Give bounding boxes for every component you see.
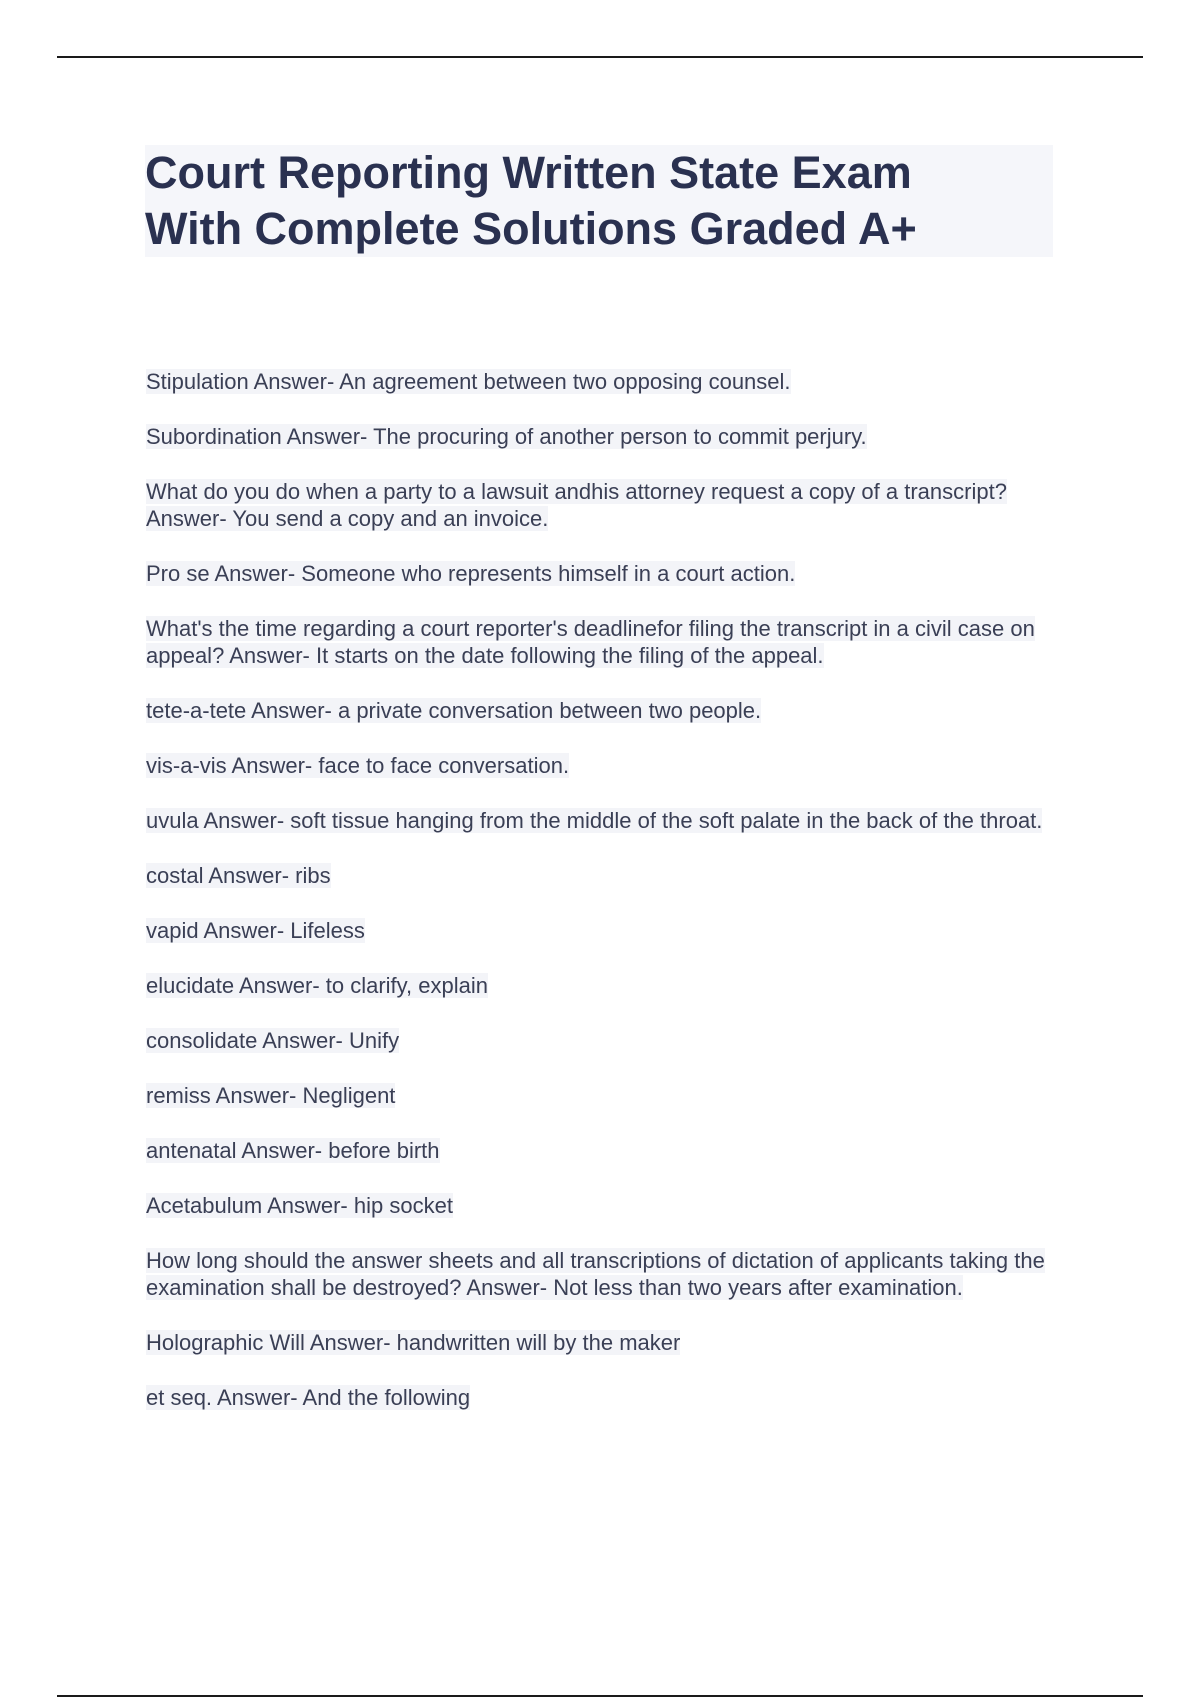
- qa-item: Pro se Answer- Someone who represents himself in a court action.: [146, 561, 796, 586]
- qa-item: consolidate Answer- Unify: [146, 1028, 400, 1053]
- qa-item: et seq. Answer- And the following: [146, 1385, 471, 1410]
- qa-item: vapid Answer- Lifeless: [146, 918, 365, 943]
- title-line-2: With Complete Solutions Graded A+: [145, 203, 917, 254]
- qa-item: antenatal Answer- before birth: [146, 1138, 440, 1163]
- qa-item: Subordination Answer- The procuring of another person to commit perjury.: [146, 424, 867, 449]
- qa-item: Holographic Will Answer- handwritten will by the maker: [146, 1330, 681, 1355]
- qa-item: Stipulation Answer- An agreement between two opposing counsel.: [146, 369, 791, 394]
- qa-item: tete-a-tete Answer- a private conversation between two people.: [146, 698, 762, 723]
- qa-item: How long should the answer sheets and all transcriptions of dictation of applicants taking the examination shall be destroyed? Answer- Not less than two years after examination.: [146, 1248, 1045, 1300]
- qa-item: uvula Answer- soft tissue hanging from the middle of the soft palate in the back of the throat.: [146, 808, 1043, 833]
- footer-rule: [57, 1695, 1143, 1697]
- qa-item: elucidate Answer- to clarify, explain: [146, 973, 488, 998]
- qa-list: [146, 368, 1046, 1439]
- qa-item: What's the time regarding a court reporter's deadlinefor filing the transcript in a civil case on appeal? Answer- It starts on the date following the filing of the appeal.: [146, 616, 1035, 668]
- qa-item: What do you do when a party to a lawsuit andhis attorney request a copy of a transcript? Answer- You send a copy and an invoice.: [146, 479, 1007, 531]
- qa-item: vis-a-vis Answer- face to face conversation.: [146, 753, 570, 778]
- qa-item: costal Answer- ribs: [146, 863, 331, 888]
- qa-item: remiss Answer- Negligent: [146, 1083, 396, 1108]
- title-line-1: Court Reporting Written State Exam: [145, 147, 912, 198]
- qa-item: Acetabulum Answer- hip socket: [146, 1193, 453, 1218]
- header-rule: [57, 56, 1143, 58]
- page-title: [145, 145, 1045, 257]
